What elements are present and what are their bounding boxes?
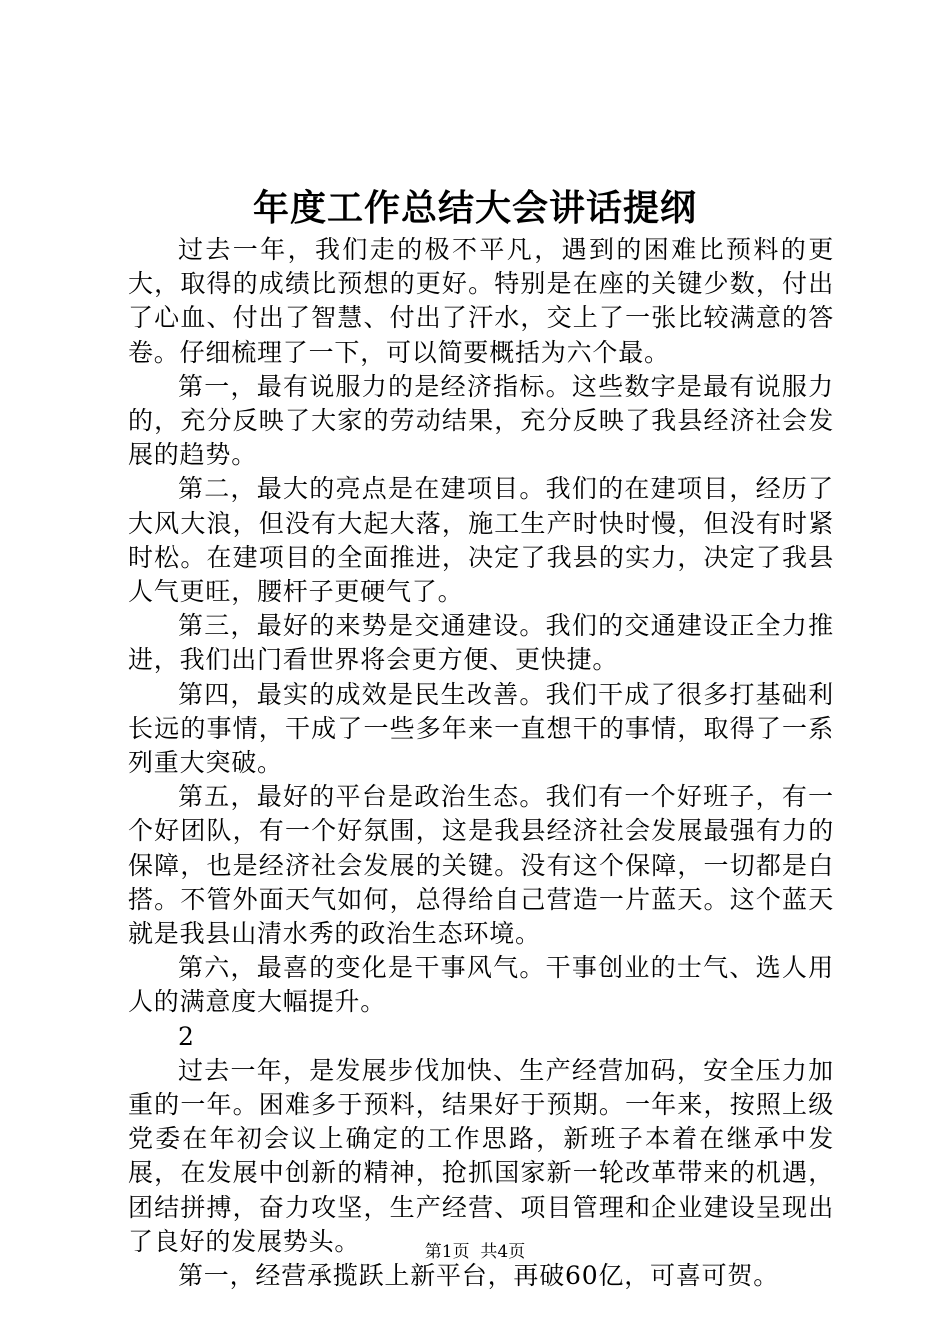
paragraph: 第四，最实的成效是民生改善。我们干成了很多打基础利长远的事情，干成了一些多年来一直想干的事情，取得了一系列重大突破。 (128, 679, 834, 778)
paragraph: 过去一年，是发展步伐加快、生产经营加码，安全压力加重的一年。困难多于预料，结果好于预期。一年来，按照上级党委在年初会议上确定的工作思路，新班子本着在继承中发展，在发展中创新的精神，抢抓国家新一轮改革带来的机遇，团结拼搏，奋力攻坚，生产经营、项目管理和企业建设呈现出了良好的发展势头。 (128, 1055, 834, 1256)
paragraph: 第一，经营承揽跃上新平台，再破60亿，可喜可贺。 (178, 1261, 780, 1291)
page-total: 共4页 (480, 1242, 526, 1262)
document-title: 年度工作总结大会讲话提纲 (252, 187, 697, 229)
paragraph: 过去一年，我们走的极不平凡，遇到的困难比预料的更大，取得的成绩比预想的更好。特别是在座的关键少数，付出了心血、付出了智慧、付出了汗水，交上了一张比较满意的答卷。仔细梳理了一下，可以简要概括为六个最。 (128, 235, 834, 367)
paragraph: 第一，最有说服力的是经济指标。这些数字是最有说服力的，充分反映了大家的劳动结果，充分反映了我县经济社会发展的趋势。 (128, 371, 834, 470)
document-body (128, 233, 834, 1293)
paragraph: 第二，最大的亮点是在建项目。我们的在建项目，经历了大风大浪，但没有大起大落，施工生产时快时慢，但没有时紧时松。在建项目的全面推进，决定了我县的实力，决定了我县人气更旺，腰杆子更硬气了。 (128, 474, 834, 607)
paragraph: 第三，最好的来势是交通建设。我们的交通建设正全力推进，我们出门看世界将会更方便、更快捷。 (128, 611, 834, 675)
section-number: 2 (178, 1021, 195, 1051)
page-footer (0, 1240, 950, 1264)
paragraph: 第六，最喜的变化是干事风气。干事创业的士气、选人用人的满意度大幅提升。 (128, 953, 834, 1017)
page-number: 第1页 (424, 1242, 470, 1262)
footer-spacer (470, 1242, 481, 1262)
paragraph: 第五，最好的平台是政治生态。我们有一个好班子，有一个好团队，有一个好氛围，这是我县经济社会发展最强有力的保障，也是经济社会发展的关键。没有这个保障，一切都是白搭。不管外面天气如何，总得给自己营造一片蓝天。这个蓝天就是我县山清水秀的政治生态环境。 (128, 782, 834, 949)
